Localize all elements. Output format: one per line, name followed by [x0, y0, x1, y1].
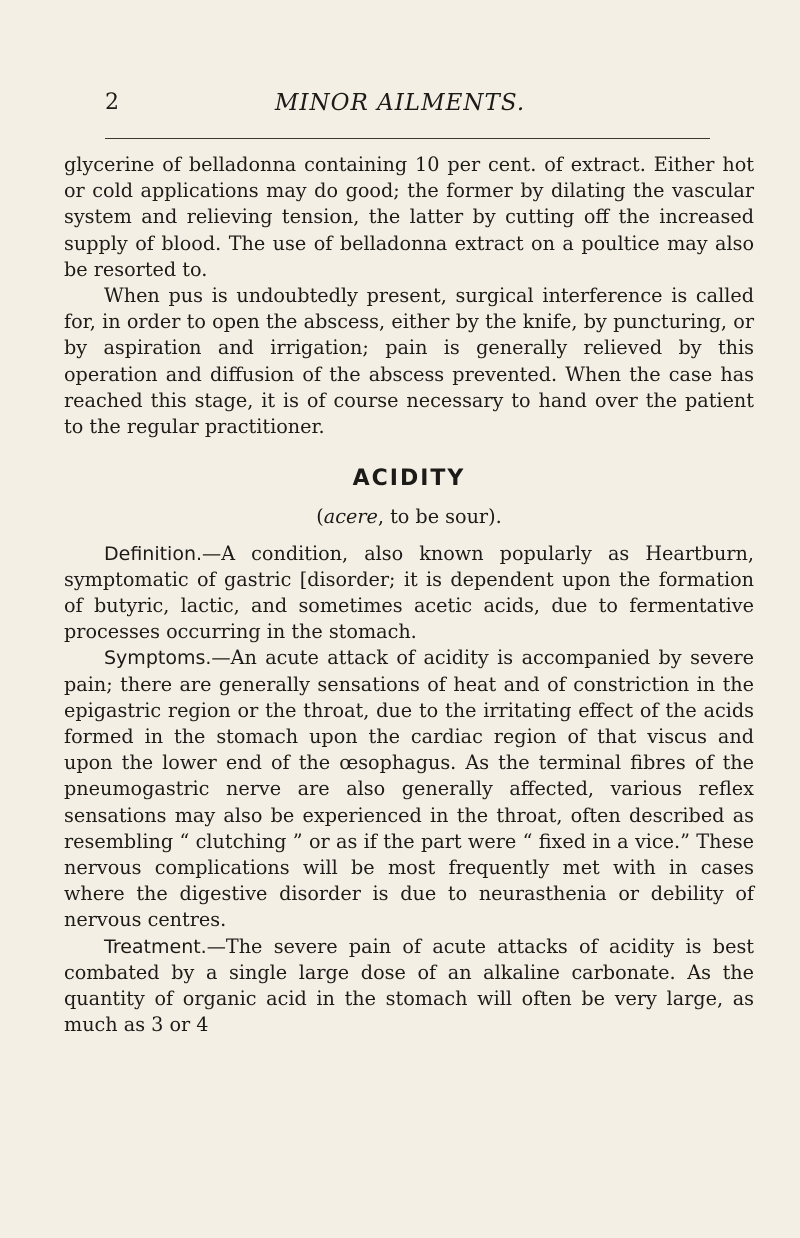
etymology-open: ( [316, 505, 324, 529]
header-rule [105, 138, 710, 139]
symptoms-label: Symptoms. [104, 647, 212, 670]
etymology-word: acere [323, 505, 378, 529]
definition-label: Definition. [104, 542, 203, 565]
treatment-paragraph [64, 934, 754, 1039]
definition-paragraph [64, 541, 754, 646]
treatment-label: Treatment. [104, 935, 207, 958]
etymology-rest: , to be sour). [377, 505, 502, 529]
page-number: 2 [105, 90, 119, 115]
section-title: ACIDITY [352, 466, 466, 492]
symptoms-text: —An acute attack of acidity is accompanied by severe pain; there are generally sensations of heat and of constriction in the epigastric region or the throat, due to the irritating effect of the acids formed in the stomach upon the cardiac region of that viscus and upon the lower end of the œsophagus. As the terminal fibres of the pneumogastric nerve are also generally affected, various reflex sensations may also be experienced in the throat, often described as resembling “ clutching ” or as if the part were “ fixed in a vice.” These nervous complications will be most frequently met with in cases where the digestive disorder is due to neurasthenia or debility of nervous centres. [64, 646, 754, 932]
symptoms-paragraph [64, 645, 754, 933]
definition-text: —A condition, also known popularly as Heartburn, symptomatic of gastric [disorder; it is dependent upon the formation of butyric, lactic, and sometimes acetic acids, due to fermentative processes occurring in the stomach. [64, 541, 754, 644]
treatment-text: —The severe pain of acute attacks of acidity is best combated by a single large dose of an alkaline carbonate. As the quantity of organic acid in the stomach will often be very large, as much as 3 or 4 [64, 934, 754, 1037]
paragraph-pus: When pus is undoubtedly present, surgical interference is called for, in order to open the abscess, either by the knife, by puncturing, or by aspiration and irrigation; pain is generally relieved by this operation and diffusion of the abscess prevented. When the case has reached this stage, it is of course necessary to hand over the patient to the regular practitioner. [64, 284, 754, 439]
running-head [0, 90, 800, 130]
etymology [64, 504, 754, 530]
paragraph-continuation: glycerine of belladonna containing 10 per cent. of extract. Either hot or cold applications may do good; the former by dilating the vascular system and relieving tension, the latter by cutting off the increased supply of blood. The use of belladonna extract on a poultice may also be resorted to. [64, 153, 754, 281]
page-body [64, 152, 754, 1039]
running-title: MINOR AILMENTS. [274, 90, 526, 116]
